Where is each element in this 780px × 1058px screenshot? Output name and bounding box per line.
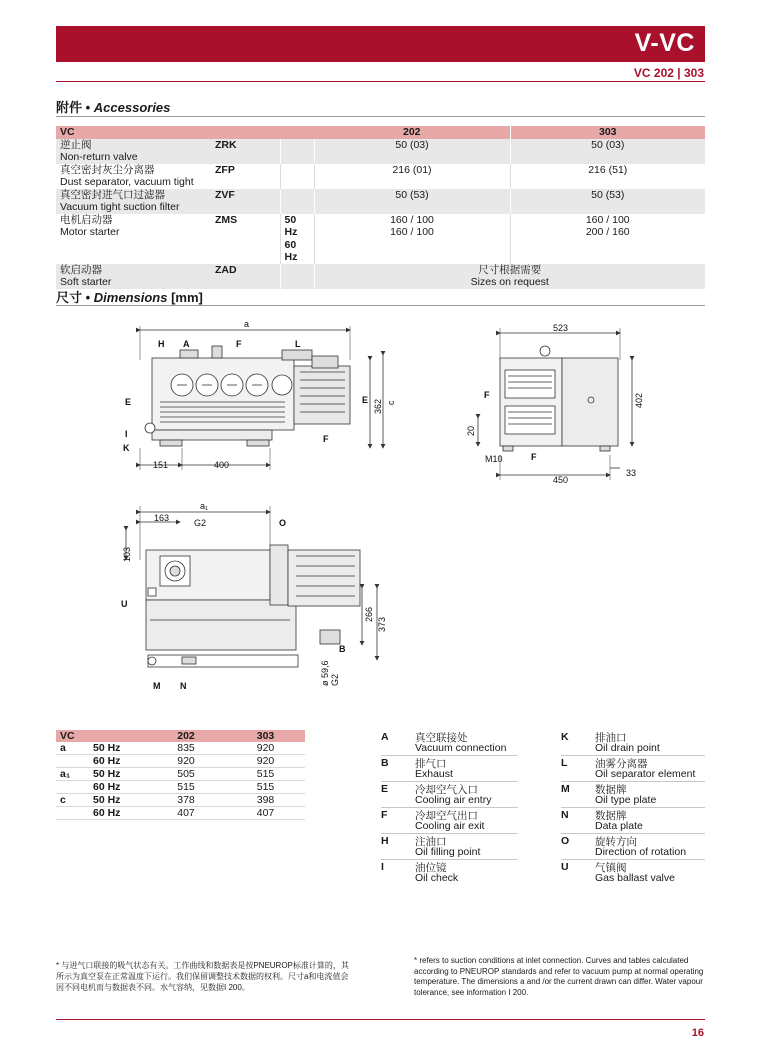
dim-label-163: 163 <box>154 513 170 523</box>
dim-value-202: 378 <box>146 794 226 807</box>
dim-label-a-conn: A <box>183 339 190 349</box>
dim-param <box>56 755 89 768</box>
legend-en: Direction of rotation <box>595 846 687 858</box>
dim-label-362: 362 <box>373 398 383 414</box>
legend-zh: 排油口 <box>595 732 627 744</box>
dim-label-o: O <box>279 518 287 528</box>
legend-code: U <box>561 861 569 873</box>
dim-hz: 60 Hz <box>89 807 146 820</box>
dim-value-303: 515 <box>226 781 305 794</box>
footnote-en: * refers to suction conditions at inlet connection. Curves and tables calculated according to PNEUROP standards and refer to vacuum pump at normal operating temperature. The dimensions a and /or the current drawn can differ. Water vapour tolerance, see information I 200. <box>414 956 704 997</box>
dim-label-a: a <box>244 319 250 329</box>
acc-code: ZFP <box>215 163 235 176</box>
dim-param: c <box>56 794 89 807</box>
acc-note-en: Sizes on request <box>470 276 549 288</box>
acc-header-202: 202 <box>314 126 510 139</box>
legend-code: F <box>381 809 388 821</box>
list-item <box>381 782 518 808</box>
legend-code: H <box>381 835 389 847</box>
dim-label-402: 402 <box>634 392 644 408</box>
dim-value-202: 835 <box>146 742 226 755</box>
dim-hz: 60 Hz <box>89 755 146 768</box>
acc-value-303-50: 160 / 100 <box>585 213 630 226</box>
dim-label-400: 400 <box>214 460 230 470</box>
acc-name-zh: 真空密封灰尘分离器 <box>60 163 155 176</box>
acc-value-202-50: 160 / 100 <box>390 213 434 226</box>
legend-zh: 数据牌 <box>595 784 627 796</box>
dim-header-202: 202 <box>146 730 226 742</box>
dim-label-523: 523 <box>553 323 569 333</box>
legend-en: Vacuum connection <box>415 742 507 754</box>
legend-en: Cooling air exit <box>415 820 485 832</box>
acc-hz-50: 50 Hz <box>284 213 298 238</box>
dim-label-a1: a₁ <box>200 501 209 511</box>
dim-value-303: 920 <box>226 755 305 768</box>
footer-rule <box>56 1019 705 1020</box>
acc-code: ZRK <box>211 139 280 164</box>
acc-hz-60: 60 Hz <box>284 238 298 263</box>
table-row <box>56 794 305 807</box>
legend-en: Oil check <box>415 872 459 884</box>
table-row <box>56 781 305 794</box>
list-item <box>561 808 705 834</box>
legend-zh: 油位镜 <box>415 862 447 874</box>
dim-hz: 50 Hz <box>89 794 146 807</box>
dim-label-596: ø 59,6 <box>320 660 330 686</box>
list-item <box>561 730 705 756</box>
dim-value-303: 398 <box>226 794 305 807</box>
legend-en: Oil separator element <box>595 768 696 780</box>
acc-value-303: 50 (03) <box>510 139 705 164</box>
dim-value-202: 407 <box>146 807 226 820</box>
dim-label-m: M <box>153 681 161 691</box>
dimensions-title-unit: [mm] <box>167 290 203 305</box>
dim-label-151: 151 <box>153 460 169 470</box>
legend-code: M <box>561 783 570 795</box>
dim-param <box>56 807 89 820</box>
dim-label-g2-top: G2 <box>194 518 207 528</box>
dim-label-f-bottom: F <box>531 452 537 462</box>
dim-label-f-top: F <box>236 339 242 349</box>
dimensions-table <box>56 730 305 820</box>
dim-value-202: 515 <box>146 781 226 794</box>
legend-zh: 注油口 <box>415 836 447 848</box>
acc-code: ZVF <box>211 189 280 214</box>
legend-en: Gas ballast valve <box>595 872 675 884</box>
product-title: V-VC <box>634 29 695 57</box>
dim-label-c: c <box>386 400 396 405</box>
list-item <box>381 834 518 860</box>
dim-label-20: 20 <box>466 425 476 436</box>
dim-label-u: U <box>121 599 128 609</box>
legend-code: A <box>381 731 389 743</box>
acc-name-zh: 电机启动器 <box>60 213 113 226</box>
acc-name-en: Soft starter <box>60 276 112 288</box>
legend-zh: 气镇阀 <box>595 862 627 874</box>
acc-value-202-60: 160 / 100 <box>390 226 434 238</box>
dim-label-33: 33 <box>626 468 637 478</box>
list-item <box>561 860 705 885</box>
dim-label-h: H <box>158 339 165 349</box>
acc-code: ZAD <box>211 264 280 289</box>
dim-param: a₁ <box>56 768 89 781</box>
legend-zh: 冷却空气出口 <box>415 810 478 822</box>
dim-label-373: 373 <box>377 616 387 632</box>
dim-value-303: 920 <box>226 742 305 755</box>
acc-value-303-60: 200 / 160 <box>585 226 630 238</box>
legend-right <box>561 730 705 885</box>
acc-name-en: Motor starter <box>60 226 120 238</box>
acc-value-202: 50 (53) <box>314 189 510 214</box>
legend-en: Exhaust <box>415 768 453 780</box>
acc-code: ZMS <box>215 213 238 226</box>
product-subtitle: VC 202 | 303 <box>633 66 704 80</box>
legend-en: Data plate <box>595 820 643 832</box>
dim-label-n: N <box>180 681 187 691</box>
legend-en: Cooling air entry <box>415 794 492 806</box>
legend-en: Oil drain point <box>595 742 660 754</box>
dim-header-303: 303 <box>226 730 305 742</box>
dim-label-e-left: E <box>125 397 132 407</box>
table-row <box>56 742 305 755</box>
acc-value-202: 50 (03) <box>314 139 510 164</box>
legend-zh: 数据牌 <box>595 810 627 822</box>
acc-note-zh: 尺寸根据需要 <box>478 263 542 276</box>
acc-header-303: 303 <box>510 126 705 139</box>
dim-label-f-side: F <box>323 434 329 444</box>
acc-value-303: 50 (53) <box>510 189 705 214</box>
acc-name-zh: 软启动器 <box>60 263 102 276</box>
legend-en: Oil filling point <box>415 846 481 858</box>
dim-hz: 50 Hz <box>89 742 146 755</box>
dim-param: a <box>56 742 89 755</box>
dim-value-303: 407 <box>226 807 305 820</box>
legend-zh: 冷却空气入口 <box>415 784 478 796</box>
dim-value-303: 515 <box>226 768 305 781</box>
dim-label-f-end: F <box>484 390 490 400</box>
dim-label-m10: M10 <box>485 454 503 464</box>
dim-hz: 50 Hz <box>89 768 146 781</box>
acc-value-202: 216 (01) <box>314 164 510 189</box>
legend-zh: 排气口 <box>415 758 447 770</box>
list-item <box>381 730 518 756</box>
dim-value-202: 920 <box>146 755 226 768</box>
side-view <box>140 326 383 470</box>
acc-header-vc: VC <box>56 126 314 139</box>
acc-name-en: Dust separator, vacuum tight <box>60 176 194 188</box>
list-item <box>381 808 518 834</box>
dim-label-k: K <box>123 443 130 453</box>
dim-label-b: B <box>339 644 346 654</box>
legend-code: E <box>381 783 389 795</box>
list-item <box>561 782 705 808</box>
table-row <box>56 755 305 768</box>
legend-code: I <box>381 861 384 873</box>
dim-value-202: 505 <box>146 768 226 781</box>
list-item <box>561 756 705 782</box>
list-item <box>381 860 518 885</box>
accessories-title-en: Accessories <box>93 100 171 115</box>
legend-zh: 真空联接处 <box>415 732 468 744</box>
acc-name-zh: 真空密封进气口过滤器 <box>60 188 165 201</box>
legend-code: L <box>561 757 568 769</box>
legend-en: Oil type plate <box>595 794 657 806</box>
legend-code: O <box>561 835 570 847</box>
legend-zh: 油雾分离器 <box>595 758 648 770</box>
legend-zh: 旋转方向 <box>595 836 637 848</box>
acc-name-en: Non-return valve <box>60 151 138 163</box>
acc-value-303: 216 (51) <box>510 164 705 189</box>
page-number: 16 <box>691 1027 704 1039</box>
accessories-title-zh: 附件 • <box>56 100 94 115</box>
dim-param <box>56 781 89 794</box>
list-item <box>561 834 705 860</box>
legend-left <box>381 730 518 885</box>
dim-label-266: 266 <box>364 606 374 622</box>
legend-code: K <box>561 731 569 743</box>
dimensions-title-en: Dimensions <box>93 290 168 305</box>
acc-name-zh: 逆止阀 <box>60 138 92 151</box>
legend-code: B <box>381 757 389 769</box>
dim-label-g2-bottom: G2 <box>330 673 340 686</box>
dim-label-i: I <box>125 429 128 439</box>
legend-code: N <box>561 809 569 821</box>
dim-label-103: 103 <box>122 546 132 562</box>
table-row <box>56 768 305 781</box>
dim-label-l: L <box>295 339 301 349</box>
acc-name-en: Vacuum tight suction filter <box>60 201 180 213</box>
dim-header-row <box>56 730 305 742</box>
table-row <box>56 807 305 820</box>
dim-label-450: 450 <box>553 475 569 485</box>
dim-header-vc: VC <box>56 730 146 742</box>
list-item <box>381 756 518 782</box>
dimensions-title-zh: 尺寸 • <box>56 290 94 305</box>
dim-label-e-right: E <box>362 395 369 405</box>
top-view <box>126 506 377 667</box>
footnote-zh: * 与进气口联接的吸气状态有关。工作曲线和数据表是按PNEUROP标准计算的，其所示为真空泵在正常温度下运行。我们保留调整技术数据的权利。尺寸a和电流值会因不同电机而与数据表不同。水气容纳，见数据I 200。 <box>56 961 349 992</box>
dim-hz: 60 Hz <box>89 781 146 794</box>
